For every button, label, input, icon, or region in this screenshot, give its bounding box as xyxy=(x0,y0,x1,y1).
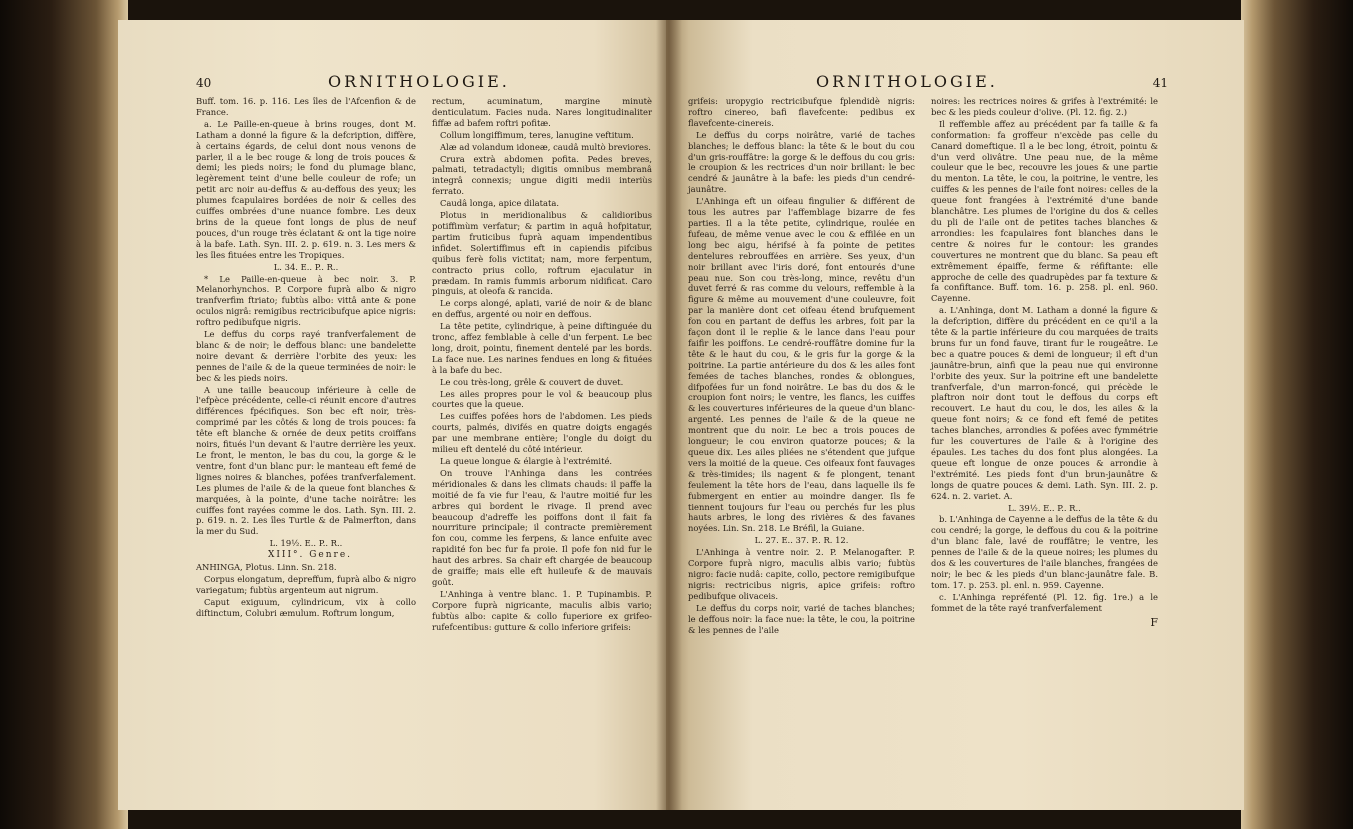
paragraph: Il reffemble affez au précédent par fa taille & fa conformation: fa groffeur n'excède pas celle du Canard domeftique. Il a le bec long, étroit, pointu & d'un verd olivâtre. Une peau nue, de la même couleur que le bec, recouvre les joues & une partie du menton. La tête, le cou, la poitrine, le ventre, les cuiffes & les pennes de l'aile font noires: celles de la queue font frangées à l'extrémité d'une bande blanchâtre. Les plumes de l'origine du dos & celles du pli de l'aile ont de petites taches blanches & arrondies: les fcapulaires font blanches dans le centre & noires fur le contour: les grandes couvertures ne montrent que du blanc. Sa peau eft extrêmement épaiffe, ferme & réfiftante: elle approche de celle des quadrupèdes par fa texture & fa confiftance. Buff. tom. 16. p. 258. pl. enl. 960. Cayenne. xyxy=(931,118,1158,304)
paragraph: Corpus elongatum, depreffum, fuprà albo & nigro variegatum; fubtùs argenteum aut nigrum. xyxy=(196,573,416,595)
running-head: ORNITHOLOGIE. xyxy=(328,72,510,91)
right-page xyxy=(666,20,1244,810)
paragraph: Caudâ longa, apice dilatata. xyxy=(440,198,560,209)
page-number: 40 xyxy=(196,76,212,90)
paragraph: Buff. tom. 16. p. 116. Les îles de l'Afcenfion & de France. xyxy=(196,96,416,117)
page-number: 41 xyxy=(1152,76,1168,90)
measurement-line: L. 34. E.. P.. R.. xyxy=(273,261,339,272)
paragraph: rectum, acuminatum, margine minutè denticulatum. Facies nuda. Nares longitudinaliter fiffæ ad bafem roftri pofitæ. xyxy=(432,96,652,128)
measurement-line: L. 19½. E.. P.. R.. xyxy=(269,538,343,549)
paragraph: a. Le Paille-en-queue à brins rouges, dont M. Latham a donné la figure & la defcription, diffère, à certains égards, de celui dont nous venons de parler, il a le bec rouge & long de trois pouces & demi; les pieds noirs; le fond du plumage blanc, legèrement teint d'une belle couleur de rofe; un petit arc noir au-deffus & au-deffous des yeux; les plumes fcapulaires bordées de noir & celles des cuiffes ombrées d'une nuance fombre. Les deux brins de la queue font longs de plus de neuf pouces, d'un rouge très éclatant & ont la tige noire à la bafe. Lath. Syn. III. 2. p. 619. n. 3. Les mers & les îles fituées entre les Tropiques. xyxy=(196,118,416,260)
gutter-shadow xyxy=(656,20,682,810)
genus-heading: ANHINGA, Plotus. Linn. Sn. 218. xyxy=(196,562,337,573)
paragraph: La queue longue & élargie à l'extrémité. xyxy=(440,456,613,466)
genre-heading: XIII°. Genre. xyxy=(267,550,353,561)
paragraph: Caput exiguum, cylindricum, vix à collo diftinctum, Colubri æmulum. Roftrum longum, xyxy=(196,596,416,618)
column-right xyxy=(432,96,652,634)
paragraph: A une taille beaucoup inférieure à celle de l'efpèce précédente, celle-ci réunit encore d'autres différences fpécifiques. Son bec eft noir, très-comprimé par les côtés & long de trois pouces: fa tête eft blanche & ornée de deux petits croiffans noirs, fitués l'un devant & l'autre derrière les yeux. Le front, le menton, le bas du cou, la gorge & le ventre, font d'un blanc pur: le manteau eft femé de lignes noires & blanches, pofées tranfverfalement. Les plumes de l'aile & de la queue font blanches & marquées, à la pointe, d'une tache noirâtre: les cuiffes font rayées comme le dos. Lath. Syn. III. 2. p. 619. n. 2. Les îles Turtle & de Palmerfton, dans la mer du Sud. xyxy=(196,384,416,537)
measurement-line: L. 39½. E.. P.. R.. xyxy=(1008,502,1081,513)
book-left-edge xyxy=(0,0,128,829)
paragraph: grifeis: uropygio rectricibufque fplendidè nigris: roftro cinereo, bafi flavefcente: pedibus ex flavefcente-cinereis. xyxy=(688,96,915,128)
paragraph: Le deffus du corps noir, varié de taches blanches; le deffous noir: la face nue: la tête, le cou, la poitrine & les pennes de l'aile xyxy=(688,602,915,635)
paragraph: Le deffus du corps rayé tranfverfalement de blanc & de noir; le deffous blanc: une bandelette noire devant & derrière l'orbite des yeux: les pennes de l'aile & de la queue terminées de noir: le bec & les pieds noirs. xyxy=(196,329,416,383)
text-columns xyxy=(196,96,652,634)
paragraph: Collum longiffimum, teres, lanugine veftitum. xyxy=(440,129,634,140)
signature-mark: F xyxy=(1150,615,1158,629)
paragraph: c. L'Anhinga repréfenté (Pl. 12. fig. 1re.) a le fommet de la tête rayé tranfverfalement xyxy=(931,591,1158,613)
paragraph: L'Anhinga à ventre noir. 2. P. Melanogafter. P. Corpore fuprà nigro, maculis albis vario; fubtùs nigro: facie nudâ: capite, collo, pectore remigibufque nigris: rectricibus nigris, apice grifeis: roftro pedibufque olivaceis. xyxy=(688,547,915,601)
column-right xyxy=(931,96,1158,636)
book-right-edge xyxy=(1241,0,1353,829)
paragraph: b. L'Anhinga de Cayenne a le deffus de la tête & du cou cendré; la gorge, le deffous du cou & la poitrine d'un blanc fale, lavé de rouffâtre; le ventre, les pennes de l'aile & de la queue noires; les plumes du dos & les couvertures de l'aile blanches, frangées de noir; le bec & les pieds d'un blanc-jaunâtre fale. B. tom. 17. p. 253. pl. enl. n. 959. Cayenne. xyxy=(931,514,1159,590)
text-columns xyxy=(688,96,1158,636)
paragraph: Crura extrà abdomen pofita. Pedes breves, palmati, tetradactyli; digitis omnibus membranâ integrâ connexis; ungue digiti medii interiùs ferrato. xyxy=(432,153,652,197)
column-left xyxy=(196,96,416,634)
running-head: ORNITHOLOGIE. xyxy=(816,72,998,91)
paragraph: a. L'Anhinga, dont M. Latham a donné la figure & la defcription, diffère du précédent en ce qu'il a la tête & la partie inférieure du cou marquées de traits bruns fur un fond fauve, tirant fur le rougeâtre. Le bec a quatre pouces & demi de longueur; il eft d'un jaunâtre-brun, ainfi que la peau nue qui environne l'orbite des yeux. Sur la poitrine eft une bandelette tranfverfale, d'un marron-foncé, qui précède le plaftron noir dont tout le deffous du corps eft recouvert. Le haut du cou, le dos, les ailes & la queue font noirs; & ce fond eft femé de petites taches blanches, arrondies & pofées avec fymmétrie fur les couvertures de l'aile & à l'origine des épaules. Les taches du dos font plus alongées. La queue eft longue de onze pouces & arrondie à l'extrémité. Les pieds font d'un brun-jaunâtre & longs de quatre pouces & demi. Lath. Syn. III. 2. p. 624. n. 2. variet. A. xyxy=(931,305,1158,501)
paragraph: Plotus in meridionalibus & calidioribus potiffimùm verfatur; & partim in aquâ hofpitatur, partim fruticibus fuprà aquam impendentibus infidet. Solertiffimus eft in capiendis pifcibus quibus ferè folis victitat; nam, more ferpentum, contracto prius collo, roftrum ejaculatur in prædam. In ramis fummis arborum nidificat. Caro pinguis, at oleofa & rancida. xyxy=(432,210,652,297)
measurement-line: L. 27. E.. 37. P.. R. 12. xyxy=(754,535,849,546)
column-left xyxy=(688,96,915,636)
paragraph: noires: les rectrices noires & grifes à l'extrémité: le bec & les pieds couleur d'olive. (Pl. 12. fig. 2.) xyxy=(931,96,1158,117)
paragraph: L'Anhinga eft un oifeau fingulier & différent de tous les autres par l'affemblage bizarre de fes parties. Il a la tête petite, cylindrique, roulée en fufeau, de même venue avec le cou & effilée en un long bec aigu, hérifsé à fa pointe de petites dentelures rebrouffées en arrière. Ses yeux, d'un noir brillant avec l'iris doré, font entourés d'une peau nue. Son cou très-long, mince, revêtu d'un duvet ferré & ras comme du velours, reffemble à la figure & même au mouvement d'une couleuvre, foit par la manière dont cet oifeau étend brufquement fon cou en partant de deffus les arbres, foit par la façon dont il le replie & le lance dans l'eau pour faifir les poiffons. Le cendré-rouffâtre domine fur la tête & le haut du cou, & le gris fur la gorge & la poitrine. La partie antérieure du dos & les ailes font femées de taches blanches, rondes & oblongues, difpofées fur un fond noirâtre. Le bas du dos & le croupion font noirs; le ventre, les flancs, les cuiffes & les couvertures inférieures de la queue d'un blanc-argenté. Les pennes de l'aile & de la queue ne montrent que du noir. Le bec a trois pouces de longueur; le cou environ quatorze pouces; & la queue dix. Les ailes pliées ne s'étendent que jufque vers la moitié de la queue. Ces oifeaux font fauvages & très-timides; ils nagent & fe plongent, tenant feulement la tête hors de l'eau, dans laquelle ils fe fubmergent en entier au moindre danger. Ils fe tiennent toujours fur l'eau ou perchés fur les plus hauts arbres, le long des rivières & des favanes noyées. Lin. Sn. 218. Le Bréfil, la Guiane. xyxy=(688,196,915,534)
left-page xyxy=(118,20,678,810)
paragraph: L'Anhinga à ventre blanc. 1. P. Tupinambis. P. Corpore fuprà nigricante, maculis albis vario; fubtùs albo: capite & collo fuperiore ex grifeo-rufefcentibus: gutture & collo inferiore grifeis: xyxy=(432,588,652,632)
paragraph: Les ailes propres pour le vol & beaucoup plus courtes que la queue. xyxy=(432,388,652,410)
paragraph: La tête petite, cylindrique, à peine diftinguée du tronc, affez femblable à celle d'un ferpent. Le bec long, droit, pointu, finement dentelé par les bords. La face nue. Les narines fendues en long & fituées à la bafe du bec. xyxy=(432,321,652,375)
paragraph: Le cou très-long, grêle & couvert de duvet. xyxy=(440,376,624,387)
paragraph: Le corps alongé, aplati, varié de noir & de blanc en deffus, argenté ou noir en deffous. xyxy=(432,298,652,320)
paragraph: Les cuiffes pofées hors de l'abdomen. Les pieds courts, palmés, divifés en quatre doigts engagés par une membrane entière; l'ongle du doigt du milieu eft dentelé du côté intérieur. xyxy=(432,411,652,455)
paragraph: * Le Paille-en-queue à bec noir. 3. P. Melanorhynchos. P. Corpore fuprà albo & nigro tranfverfim ftriato; fubtùs albo: vittâ ante & pone oculos nigrâ: remigibus rectricibufque apice nigris: roftro pedibufque nigris. xyxy=(196,273,416,328)
paragraph: Alæ ad volandum idoneæ, caudâ multò breviores. xyxy=(440,141,651,152)
paragraph: Le deffus du corps noirâtre, varié de taches blanches; le deffous blanc: la tête & le bout du cou d'un gris-rouffâtre: la gorge & le deffous du cou gris: le croupion & les rectrices d'un noir brillant: le bec cendré & jaunâtre à la bafe: les pieds d'un cendré-jaunâtre. xyxy=(688,129,915,195)
paragraph: On trouve l'Anhinga dans les contrées méridionales & dans les climats chauds: il paffe la moitié de fa vie fur l'eau, & l'autre moitié fur les arbres qui bordent le rivage. Il prend avec beaucoup d'adreffe les poiffons dont il fait fa nourriture principale; il contracte premièrement fon cou, comme les ferpens, & lance enfuite avec rapidité fon bec fur fa proie. Il pofe fon nid fur le haut des arbres. Sa chair eft chargée de beaucoup de graiffe; mais elle eft huileufe & de mauvais goût. xyxy=(432,467,652,587)
